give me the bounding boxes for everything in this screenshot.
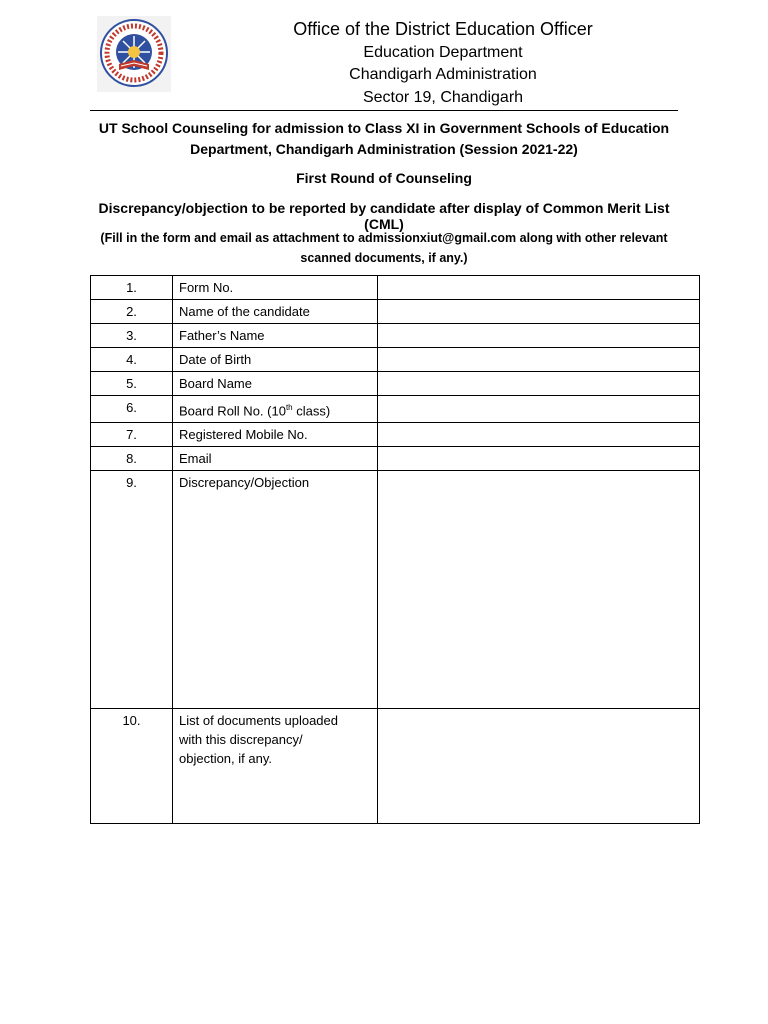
board-roll-no-field[interactable] (378, 396, 700, 423)
documents-list-field[interactable] (378, 709, 700, 824)
form-no-field[interactable] (378, 276, 700, 300)
field-label (173, 396, 378, 423)
row-number: 2. (91, 300, 173, 324)
row-number: 8. (91, 447, 173, 471)
notice-title (90, 118, 678, 160)
discrepancy-objection-field[interactable] (378, 471, 700, 709)
field-label (173, 709, 378, 824)
department-name: Education Department (363, 44, 523, 61)
office-address: Sector 19, Chandigarh (362, 89, 524, 106)
row-number: 6. (91, 396, 173, 423)
table-row (91, 423, 700, 447)
notice-title-line2: Department, Chandigarh Administration (Session 2021-22) (190, 141, 578, 157)
candidate-name-field[interactable] (378, 300, 700, 324)
instruction-line1: (Fill in the form and email as attachment to admissionxiut@gmail.com along with other relevant (100, 231, 668, 245)
row-number: 9. (91, 471, 173, 709)
date-of-birth-field[interactable] (378, 348, 700, 372)
form-instruction (100, 228, 668, 268)
board-name-field[interactable] (378, 372, 700, 396)
row-number: 1. (91, 276, 173, 300)
email-field[interactable] (378, 447, 700, 471)
field-label: Email (173, 447, 378, 471)
field-label-line: List of documents uploaded (179, 713, 338, 729)
table-row (91, 300, 700, 324)
form-subject: Discrepancy/objection to be reported by candidate after display of Common Merit List (CML) (98, 200, 670, 232)
counseling-round: First Round of Counseling (296, 170, 472, 186)
field-label: Name of the candidate (173, 300, 378, 324)
table-row (91, 709, 700, 824)
administration-name: Chandigarh Administration (349, 66, 537, 83)
row-number: 4. (91, 348, 173, 372)
table-row (91, 471, 700, 709)
field-label: Registered Mobile No. (173, 423, 378, 447)
row-number: 3. (91, 324, 173, 348)
row-number: 5. (91, 372, 173, 396)
field-label-text: class) (292, 403, 331, 419)
field-label: Board Name (173, 372, 378, 396)
office-title: Office of the District Education Officer (293, 19, 593, 39)
field-label-text: Board Roll No. (10 (179, 403, 286, 419)
field-label: Form No. (173, 276, 378, 300)
objection-form-table (90, 275, 700, 824)
father-name-field[interactable] (378, 324, 700, 348)
row-number: 10. (91, 709, 173, 824)
table-row (91, 324, 700, 348)
field-label: Father’s Name (173, 324, 378, 348)
header-divider (90, 110, 678, 111)
field-label: Discrepancy/Objection (173, 471, 378, 709)
education-department-logo (97, 16, 171, 92)
table-row (91, 276, 700, 300)
mobile-no-field[interactable] (378, 423, 700, 447)
instruction-line2: scanned documents, if any.) (300, 251, 468, 265)
ordinal-suffix: th (285, 403, 293, 412)
table-row (91, 372, 700, 396)
table-row (91, 348, 700, 372)
field-label: Date of Birth (173, 348, 378, 372)
row-number: 7. (91, 423, 173, 447)
field-label-line: objection, if any. (179, 751, 272, 767)
notice-title-line1: UT School Counseling for admission to Class XI in Government Schools of Education (98, 120, 670, 136)
table-row (91, 447, 700, 471)
table-row (91, 396, 700, 423)
field-label-line: with this discrepancy/ (179, 732, 303, 748)
